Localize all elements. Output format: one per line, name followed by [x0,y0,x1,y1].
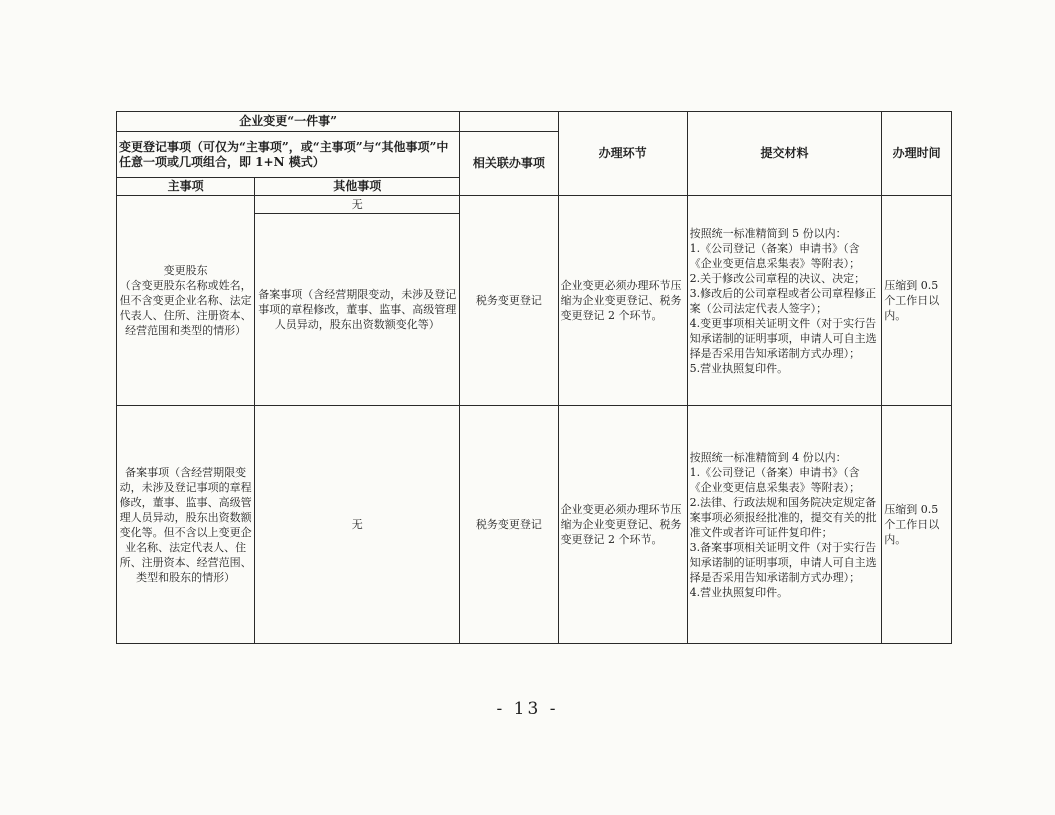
header-change-items: 变更登记事项（可仅为“主事项”，或“主事项”与“其他事项”中任意一项或几项组合，即 1+N 模式） [117,132,460,178]
material-line: 4.营业执照复印件。 [689,585,789,599]
row2-process: 企业变更必须办理环节压缩为企业变更登记、税务变更登记 2 个环节。 [558,406,687,644]
row1-related: 税务变更登记 [460,196,558,406]
blank-header-cell [460,112,558,132]
row1-time: 压缩到 0.5 个工作日以内。 [882,196,952,406]
row2-main-item: 备案事项（含经营期限变动，未涉及登记事项的章程修改，董事、监事、高级管理人员异动，股东出资数额变化等。但不含以上变更企业名称、法定代表人、住所、注册资本、经营范围、类型和股东的情形） [117,406,255,644]
row1-other-item: 备案事项（含经营期限变动，未涉及登记事项的章程修改，董事、监事、高级管理人员异动，股东出资数额变化等） [255,214,460,406]
row2-time: 压缩到 0.5 个工作日以内。 [882,406,952,644]
material-line: 3.修改后的公司章程或者公司章程修正案（公司法定代表人签字）； [689,286,877,315]
header-process: 办理环节 [558,112,687,196]
material-line: 3.备案事项相关证明文件（对于实行告知承诺制的证明事项，申请人可自主选择是否采用告知承诺制方式办理）； [689,540,877,584]
material-line: 按照统一标准精简到 5 份以内： [689,226,847,240]
row1-materials [687,196,882,406]
row2-related: 税务变更登记 [460,406,558,644]
page-number: - 13 - [496,699,559,719]
material-line: 按照统一标准精简到 4 份以内： [689,450,847,464]
header-other-items: 其他事项 [255,178,460,196]
row2-materials [687,406,882,644]
row1-main-item: 变更股东 （含变更股东名称或姓名，但不含变更企业名称、法定代表人、住所、注册资本、经营范围和类型的情形） [117,196,255,406]
header-materials: 提交材料 [687,112,882,196]
material-line: 4.变更事项相关证明文件（对于实行告知承诺制的证明事项，申请人可自主选择是否采用告知承诺制方式办理）； [689,316,877,360]
material-line: 1.《公司登记（备案）申请书》（含《企业变更信息采集表》等附表）； [689,465,861,494]
header-related: 相关联办事项 [460,132,558,196]
table-title: 企业变更“一件事” [117,112,460,132]
row2-other-item: 无 [255,406,460,644]
header-main-item: 主事项 [117,178,255,196]
row1-other-none: 无 [255,196,460,214]
material-line: 5.营业执照复印件。 [689,361,789,375]
row1-process: 企业变更必须办理环节压缩为企业变更登记、税务变更登记 2 个环节。 [558,196,687,406]
enterprise-change-table [116,111,952,644]
material-line: 1.《公司登记（备案）申请书》（含《企业变更信息采集表》等附表）； [689,241,861,270]
material-line: 2.关于修改公司章程的决议、决定； [689,271,866,285]
material-line: 2.法律、行政法规和国务院决定规定备案事项必须报经批准的，提交有关的批准文件或者许可证件复印件； [689,495,877,539]
header-time: 办理时间 [882,112,952,196]
